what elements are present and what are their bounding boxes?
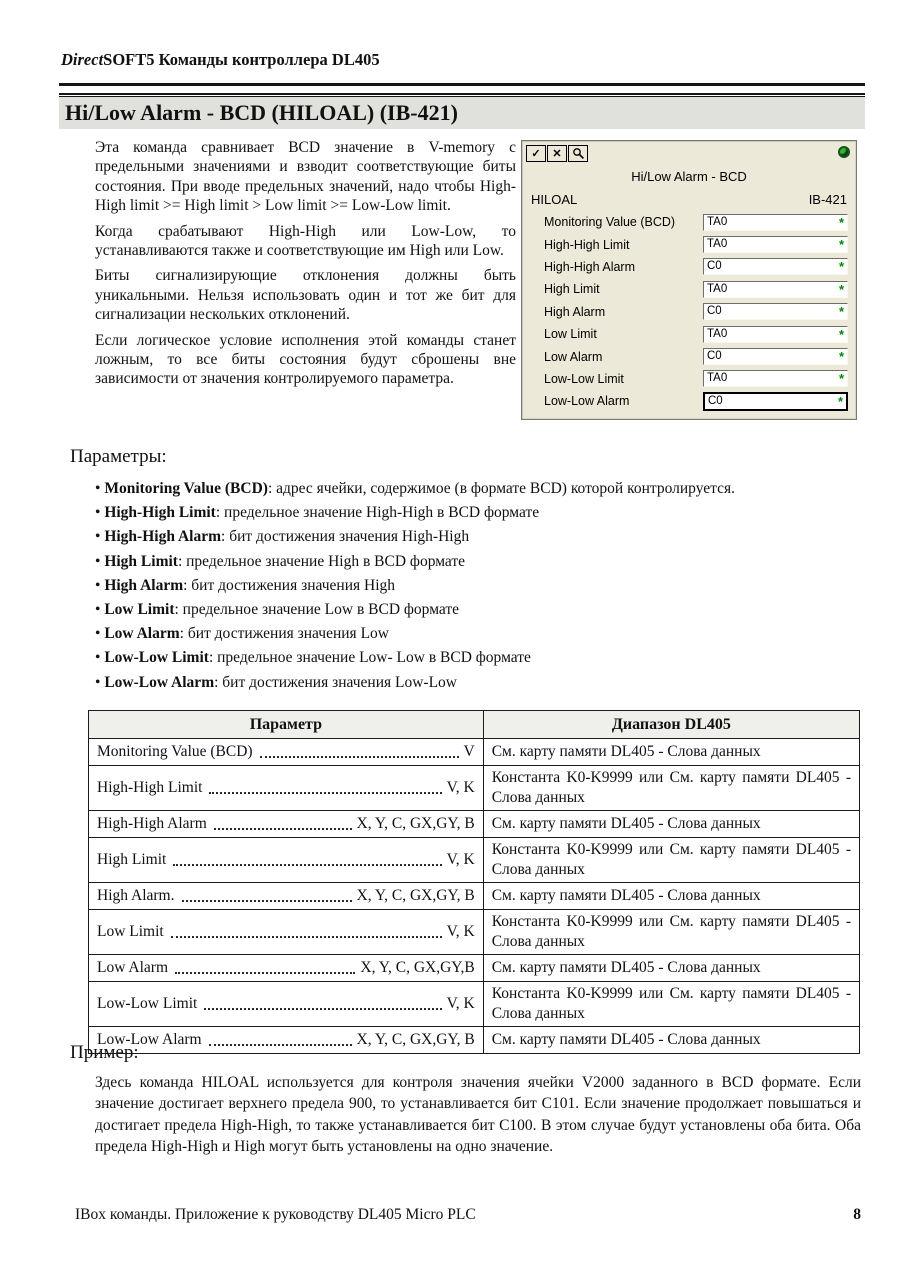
header-rule: [59, 83, 865, 86]
required-marker-icon: *: [838, 214, 844, 230]
list-item: [95, 525, 857, 549]
field-value: C0: [708, 394, 723, 407]
magnifier-icon: [572, 147, 585, 160]
intro-paragraph: Когда срабатывают High-High или Low-Low, то устанавливаются также и соответствующие им High или Low.: [95, 222, 516, 260]
confirm-button[interactable]: [526, 145, 546, 162]
field-input[interactable]: [703, 303, 848, 320]
field-label: High Limit: [544, 282, 600, 297]
required-marker-icon: *: [838, 237, 844, 253]
intro-paragraph: Биты сигнализирующие отклонения должны быть уникальными. Нельзя использовать один и тот же бит для сигнализации нескольких отклонений.: [95, 267, 516, 324]
list-item: [95, 574, 857, 598]
param-name: High Alarm.: [97, 887, 175, 904]
required-marker-icon: *: [838, 259, 844, 275]
param-name: High-High Alarm: [97, 815, 207, 832]
table-row: [89, 910, 860, 955]
page-header: [61, 50, 380, 70]
ranges-table: [88, 710, 860, 1054]
dialog-toolbar-row: [522, 141, 856, 165]
required-marker-icon: *: [837, 393, 843, 409]
dot-leader: [209, 792, 441, 794]
example-heading: Пример:: [70, 1042, 139, 1063]
dot-leader: [214, 828, 352, 830]
param-codes: X, Y, C, GX,GY, B: [356, 887, 475, 904]
list-item: [95, 671, 857, 695]
list-item: [95, 550, 857, 574]
dot-leader: [175, 972, 355, 974]
table-row: [89, 838, 860, 883]
field-label: Low-Low Limit: [544, 371, 624, 386]
bullet-icon: •: [95, 528, 101, 546]
page-footer: [75, 1206, 861, 1224]
dialog-field-row: [522, 256, 856, 278]
dialog-title: Hi/Low Alarm - BCD: [631, 169, 747, 184]
cancel-button[interactable]: [547, 145, 567, 162]
brand-bold: SOFT5: [103, 50, 155, 69]
field-label: High-High Limit: [544, 237, 630, 252]
list-item: [95, 622, 857, 646]
param-name: Low Alarm: [97, 959, 169, 976]
param-name: Low Limit: [97, 923, 164, 940]
field-input[interactable]: [703, 281, 848, 298]
intro-column: [95, 138, 516, 395]
field-value: TA0: [707, 282, 728, 295]
param-codes: X, Y, C, GX,GY, B: [356, 1031, 475, 1048]
field-input[interactable]: [703, 214, 848, 231]
field-label: High-High Alarm: [544, 259, 636, 274]
bullet-icon: •: [95, 601, 101, 619]
dialog-field-row: [522, 323, 856, 345]
mnemonic-label: HILOAL: [531, 192, 578, 207]
param-name: High-High Limit: [97, 779, 203, 796]
field-label: Low Alarm: [544, 349, 603, 364]
footer-text: IBox команды. Приложение к руководству DL405 Micro PLC: [75, 1206, 476, 1223]
param-codes: V: [463, 743, 475, 760]
param-range: См. карту памяти DL405 - Слова данных: [483, 955, 859, 982]
dialog-field-row: [522, 301, 856, 323]
parameters-heading: Параметры:: [70, 446, 167, 467]
bullet-icon: •: [95, 504, 101, 522]
dot-leader: [173, 864, 441, 866]
field-label: Low Limit: [544, 327, 597, 342]
section-rule: [59, 93, 865, 95]
table-row: [89, 739, 860, 766]
parameters-list: [95, 477, 857, 695]
dialog-field-row: [522, 390, 856, 412]
param-term: High Alarm: [104, 576, 184, 594]
param-desc: : бит достижения значения Low: [179, 625, 389, 643]
param-term: Low-Low Limit: [104, 649, 209, 667]
ibox-code: IB-421: [808, 192, 847, 207]
dialog-toolbar: [526, 145, 589, 162]
param-term: High-High Alarm: [104, 528, 222, 546]
table-row: [89, 1027, 860, 1054]
field-label: Monitoring Value (BCD): [544, 215, 676, 230]
param-term: High Limit: [104, 552, 178, 570]
required-marker-icon: *: [838, 349, 844, 365]
list-item: [95, 501, 857, 525]
section-title-bar: [59, 96, 865, 129]
page-number: 8: [853, 1206, 861, 1223]
dialog-field-row: [522, 278, 856, 300]
list-item: [95, 646, 857, 670]
browse-button[interactable]: [568, 145, 588, 162]
dot-leader: [260, 756, 459, 758]
param-term: Low-Low Alarm: [104, 673, 215, 691]
param-desc: : предельное значение High в BCD формате: [177, 552, 466, 570]
field-label: High Alarm: [544, 304, 606, 319]
param-desc: : бит достижения значения High: [183, 576, 396, 594]
field-input[interactable]: [703, 236, 848, 253]
param-codes: X, Y, C, GX,GY,B: [360, 959, 475, 976]
param-term: High-High Limit: [104, 504, 216, 522]
bullet-icon: •: [95, 552, 101, 570]
param-range: Константа K0-K9999 или См. карту памяти DL405 - Слова данных: [483, 766, 859, 811]
column-header-range: Диапазон DL405: [483, 711, 859, 739]
field-value: C0: [707, 305, 722, 318]
field-value: TA0: [707, 372, 728, 385]
required-marker-icon: *: [838, 281, 844, 297]
param-range: Константа K0-K9999 или См. карту памяти DL405 - Слова данных: [483, 838, 859, 883]
table-row: [89, 811, 860, 838]
header-suffix: Команды контроллера DL405: [154, 50, 380, 69]
hiloal-dialog: [521, 140, 857, 420]
field-value: TA0: [707, 215, 728, 228]
dialog-field-row: [522, 211, 856, 233]
column-header-parameter: Параметр: [89, 711, 484, 739]
param-name: Monitoring Value (BCD): [97, 743, 253, 760]
list-item: [95, 598, 857, 622]
field-input[interactable]: [703, 326, 848, 343]
field-input-focused[interactable]: [703, 392, 848, 411]
field-value: TA0: [707, 238, 728, 251]
required-marker-icon: *: [838, 371, 844, 387]
required-marker-icon: *: [838, 326, 844, 342]
param-desc: : бит достижения значения Low-Low: [214, 673, 458, 691]
param-desc: : предельное значение High-High в BCD формате: [215, 504, 540, 522]
table-row: [89, 955, 860, 982]
dialog-field-row: [522, 368, 856, 390]
field-value: TA0: [707, 327, 728, 340]
param-range: Константа K0-K9999 или См. карту памяти DL405 - Слова данных: [483, 982, 859, 1027]
close-icon: ✕: [552, 148, 562, 160]
brand-italic: Direct: [61, 50, 104, 69]
field-input[interactable]: [703, 348, 848, 365]
bullet-icon: •: [95, 649, 101, 667]
param-name: Low-Low Alarm: [97, 1031, 202, 1048]
dot-leader: [171, 936, 442, 938]
dot-leader: [182, 900, 352, 902]
check-icon: ✓: [531, 148, 541, 160]
bullet-icon: •: [95, 576, 101, 594]
param-codes: V, K: [446, 851, 475, 868]
param-desc: : бит достижения значения High-High: [221, 528, 470, 546]
dot-leader: [209, 1044, 352, 1046]
param-desc: : предельное значение Low- Low в BCD формате: [208, 649, 531, 667]
param-range: Константа K0-K9999 или См. карту памяти DL405 - Слова данных: [483, 910, 859, 955]
bullet-icon: •: [95, 480, 101, 497]
param-range: См. карту памяти DL405 - Слова данных: [483, 1027, 859, 1054]
table-row: [89, 982, 860, 1027]
list-item: [95, 477, 857, 501]
param-codes: V, K: [446, 923, 475, 940]
section-title: Hi/Low Alarm - BCD (HILOAL) (IB-421): [65, 100, 458, 125]
field-value: C0: [707, 350, 722, 363]
param-codes: V, K: [446, 779, 475, 796]
param-desc: : предельное значение Low в BCD формате: [174, 601, 460, 619]
table-header-row: [89, 711, 860, 739]
param-name: Low-Low Limit: [97, 995, 198, 1012]
param-range: См. карту памяти DL405 - Слова данных: [483, 739, 859, 766]
param-codes: V, K: [446, 995, 475, 1012]
field-input[interactable]: [703, 370, 848, 387]
required-marker-icon: *: [838, 304, 844, 320]
field-value: C0: [707, 260, 722, 273]
param-name: High Limit: [97, 851, 167, 868]
param-term: Monitoring Value (BCD): [104, 480, 268, 497]
param-range: См. карту памяти DL405 - Слова данных: [483, 811, 859, 838]
table-row: [89, 883, 860, 910]
bullet-icon: •: [95, 625, 101, 643]
table-row: [89, 766, 860, 811]
dialog-field-row: [522, 345, 856, 367]
dot-leader: [204, 1008, 441, 1010]
field-label: Low-Low Alarm: [544, 394, 630, 409]
intro-paragraph: Если логическое условие исполнения этой команды станет ложным, то все биты состояния будут сброшены вне зависимости от значения контролируемого параметра.: [95, 331, 516, 388]
param-term: Low Limit: [104, 601, 175, 619]
field-input[interactable]: [703, 258, 848, 275]
dialog-field-row: [522, 233, 856, 255]
bullet-icon: •: [95, 673, 101, 691]
example-paragraph: Здесь команда HILOAL используется для контроля значения ячейки V2000 заданного в BCD формате. Если значение достигает верхнего предела 900, то устанавливается бит C101. Если значение продолжает повышаться и достигает предела High-High, то также устанавливается бит C100. В этом случае будут установлены оба бита. Оба предела High-High и High могут быть установлены на одно значение.: [95, 1074, 861, 1156]
param-range: См. карту памяти DL405 - Слова данных: [483, 883, 859, 910]
dialog-mnemonic-row: [522, 184, 856, 211]
param-desc: : адрес ячейки, содержимое (в формате BCD) которой контролируется.: [267, 480, 735, 497]
intro-paragraph: Эта команда сравнивает BCD значение в V-memory с предельными значениями и взводит соответствующие биты состояния. При вводе предельных значений, надо чтобы High-High limit >= High limit > Low limit >= Low-Low limit.: [95, 139, 516, 215]
param-term: Low Alarm: [104, 625, 180, 643]
status-led-icon: [838, 146, 850, 158]
param-codes: X, Y, C, GX,GY, B: [356, 815, 475, 832]
